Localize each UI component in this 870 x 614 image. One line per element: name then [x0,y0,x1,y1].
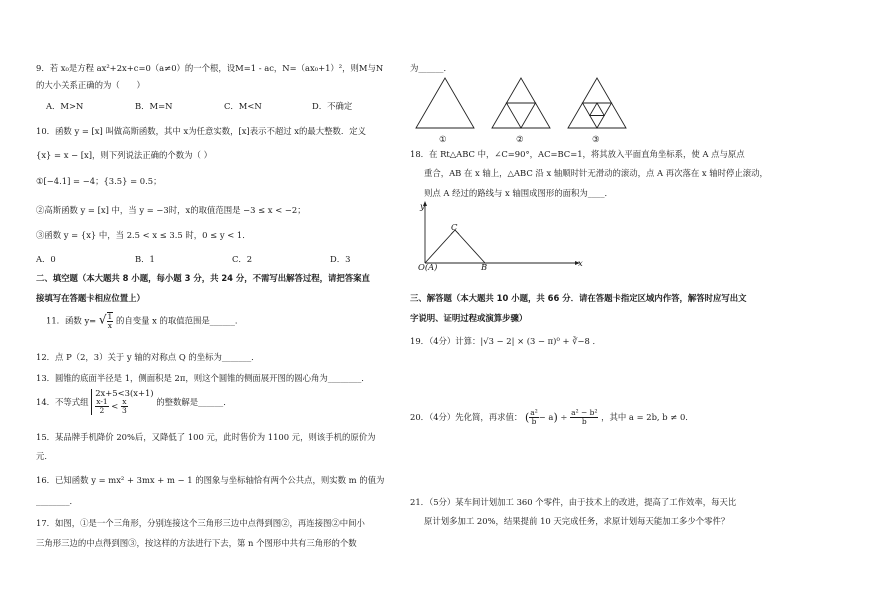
q10-item2: ②高斯函数 y = [x] 中，当 y = −3时，x的取值范围是 −3 ≤ x < −2； [36,205,306,215]
section3-header-line1: 三、解答题（本大题共 10 小题，共 66 分．请在答题卡指定区域内作答，解答时应写出文 [410,293,747,303]
triangle-figure-3 [568,78,626,128]
graph-y-label: y [420,201,425,211]
q18-line2: 重合，AB 在 x 轴上，△ABC 沿 x 轴顺时针无滑动的滚动，点 A 再次落在 x 轴时停止滚动， [424,168,768,178]
q18-coordinate-graph [415,200,585,275]
q11 [46,312,243,330]
q14 [36,389,232,415]
q20-frac2-num: a² − b² [571,408,598,417]
q17-continuation: 为______． [410,63,452,73]
q10-option-d: D．3 [330,254,351,264]
q20-post: ，其中 a = 2b, b ≠ 0． [601,412,694,423]
q10-option-b: B．1 [135,254,155,264]
q15-line2: 元． [36,451,53,461]
q20-right-paren: ) [553,410,558,424]
section3-header-line2: 字说明、证明过程或演算步骤） [410,313,528,323]
q20-frac1-den: b [531,416,537,426]
q14-frac2-num: x [122,397,127,407]
q14-row2 [95,398,153,415]
q10-item3: ③函数 y = {x} 中，当 2.5 < x ≤ 3.5 时，0 ≤ y < 1． [36,230,251,240]
q9-option-a: A．M>N [46,101,84,111]
graph-x-label: x [578,258,583,268]
q14-frac1-num: x-1 [96,397,108,407]
q17-line1: 17．如图，①是一个三角形，分别连接这个三角形三边中点得到图②，再连接图②中间小 [36,518,365,528]
q21-line1: 21．（5分）某车间计划加工 360 个零件，由于技术上的改进，提高了工作效率，每天比 [410,497,737,507]
q20-div: ÷ [560,412,568,423]
triangle-label-2: ② [516,134,524,144]
q17-line2: 三角形三边的中点得到图③，按这样的方法进行下去，第 n 个图形中共有三角形的个数 [36,538,357,548]
q20 [410,409,694,426]
q20-minus-a: − a [538,412,554,423]
q15-line1: 15．某品牌手机降价 20%后，又降低了 100 元，此时售价为 1100 元，则该手机的原价为 [36,432,376,442]
triangle-figures [410,76,790,156]
triangle-figure-2 [492,78,550,128]
q11-pre: 11．函数 y= [46,315,97,326]
q9-option-c: C．M<N [224,101,262,111]
graph-c-label: C [451,222,458,232]
q14-frac2-den: 3 [122,406,127,416]
q20-left-paren: ( [524,410,530,424]
q10-item1: ①[−4.1] = −4；{3.5} = 0.5； [36,176,162,186]
q19-expr: |√3 − 2| × (3 − π)⁰ + ∛−8 ． [480,336,601,346]
q20-pre: 20．（4分）先化简，再求值： [410,412,523,423]
q11-sqrt: √ $\frac{1}{x}$ [98,312,113,330]
graph-b-label: B [481,262,488,272]
q10-line2: {x} = x − [x]，则下列说法正确的个数为（ ） [36,150,212,160]
triangle-abc [425,230,485,263]
q10-option-c: C．2 [232,254,253,264]
q9-line1: 9．若 x₀是方程 ax²+2x+c=0（a≠0）的一个根，设M=1 - ac，N=（ax₀+1）²，则M与N [36,63,384,73]
triangle-label-1: ① [439,134,447,144]
q20-frac1-num: a² [530,408,538,417]
q11-post: 的自变量 x 的取值范围是______． [115,315,244,326]
section2-header-line2: 接填写在答题卡相应位置上） [36,293,145,303]
graph-origin-label: O(A) [418,262,438,272]
q14-system [91,389,153,415]
q13: 13．圆锥的底面半径是 1，侧面积是 2π，则这个圆锥的侧面展开图的圆心角为________． [36,373,370,383]
q14-frac1-den: 2 [99,406,105,416]
triangle-figure-1 [416,78,474,128]
q14-row1: 2x+5<3(x+1) [95,388,154,398]
q19-pre: 19．（4分）计算： [410,336,481,346]
q16-line2: ________． [36,496,78,506]
q14-post: 的整数解是______． [156,396,232,407]
q16-line1: 16．已知函数 y = mx² + 3mx + m − 1 的图象与坐标轴恰有两个公共点，则实数 m 的值为 [36,475,385,485]
q9-option-d: D．不确定 [312,101,353,111]
q14-pre: 14．不等式组 [36,396,89,407]
q18-line3: 则点 A 经过的路线与 x 轴围成图形的面积为____． [424,188,613,198]
q14-row2-op: < [111,401,119,412]
q20-frac2-den: b [581,416,587,426]
q9-line2: 的大小关系正确的为（ ） [36,80,145,90]
q12: 12．点 P（2，3）关于 y 轴的对称点 Q 的坐标为_______． [36,352,260,362]
triangle-label-3: ③ [592,134,600,144]
q10-line1: 10．函数 y = [x] 叫做高斯函数，其中 x为任意实数，[x]表示不超过 x的最大整数．定义 [36,126,366,136]
q11-frac-num: 1 [107,312,113,321]
q19 [410,336,601,347]
q9-option-b: B．M=N [135,101,173,111]
q10-option-a: A．0 [36,254,56,264]
q21-line2: 原计划多加工 20%，结果提前 10 天完成任务，求原计划每天能加工多少个零件？ [424,516,730,526]
q11-frac-den: x [107,320,113,330]
section2-header-line1: 二、填空题（本大题共 8 小题，每小题 3 分，共 24 分，不需写出解答过程，请把答案直 [36,273,370,283]
q18-line1: 18．在 Rt△ABC 中，∠C=90°，AC=BC=1，将其放入平面直角坐标系，使 A 点与原点 [410,149,745,159]
